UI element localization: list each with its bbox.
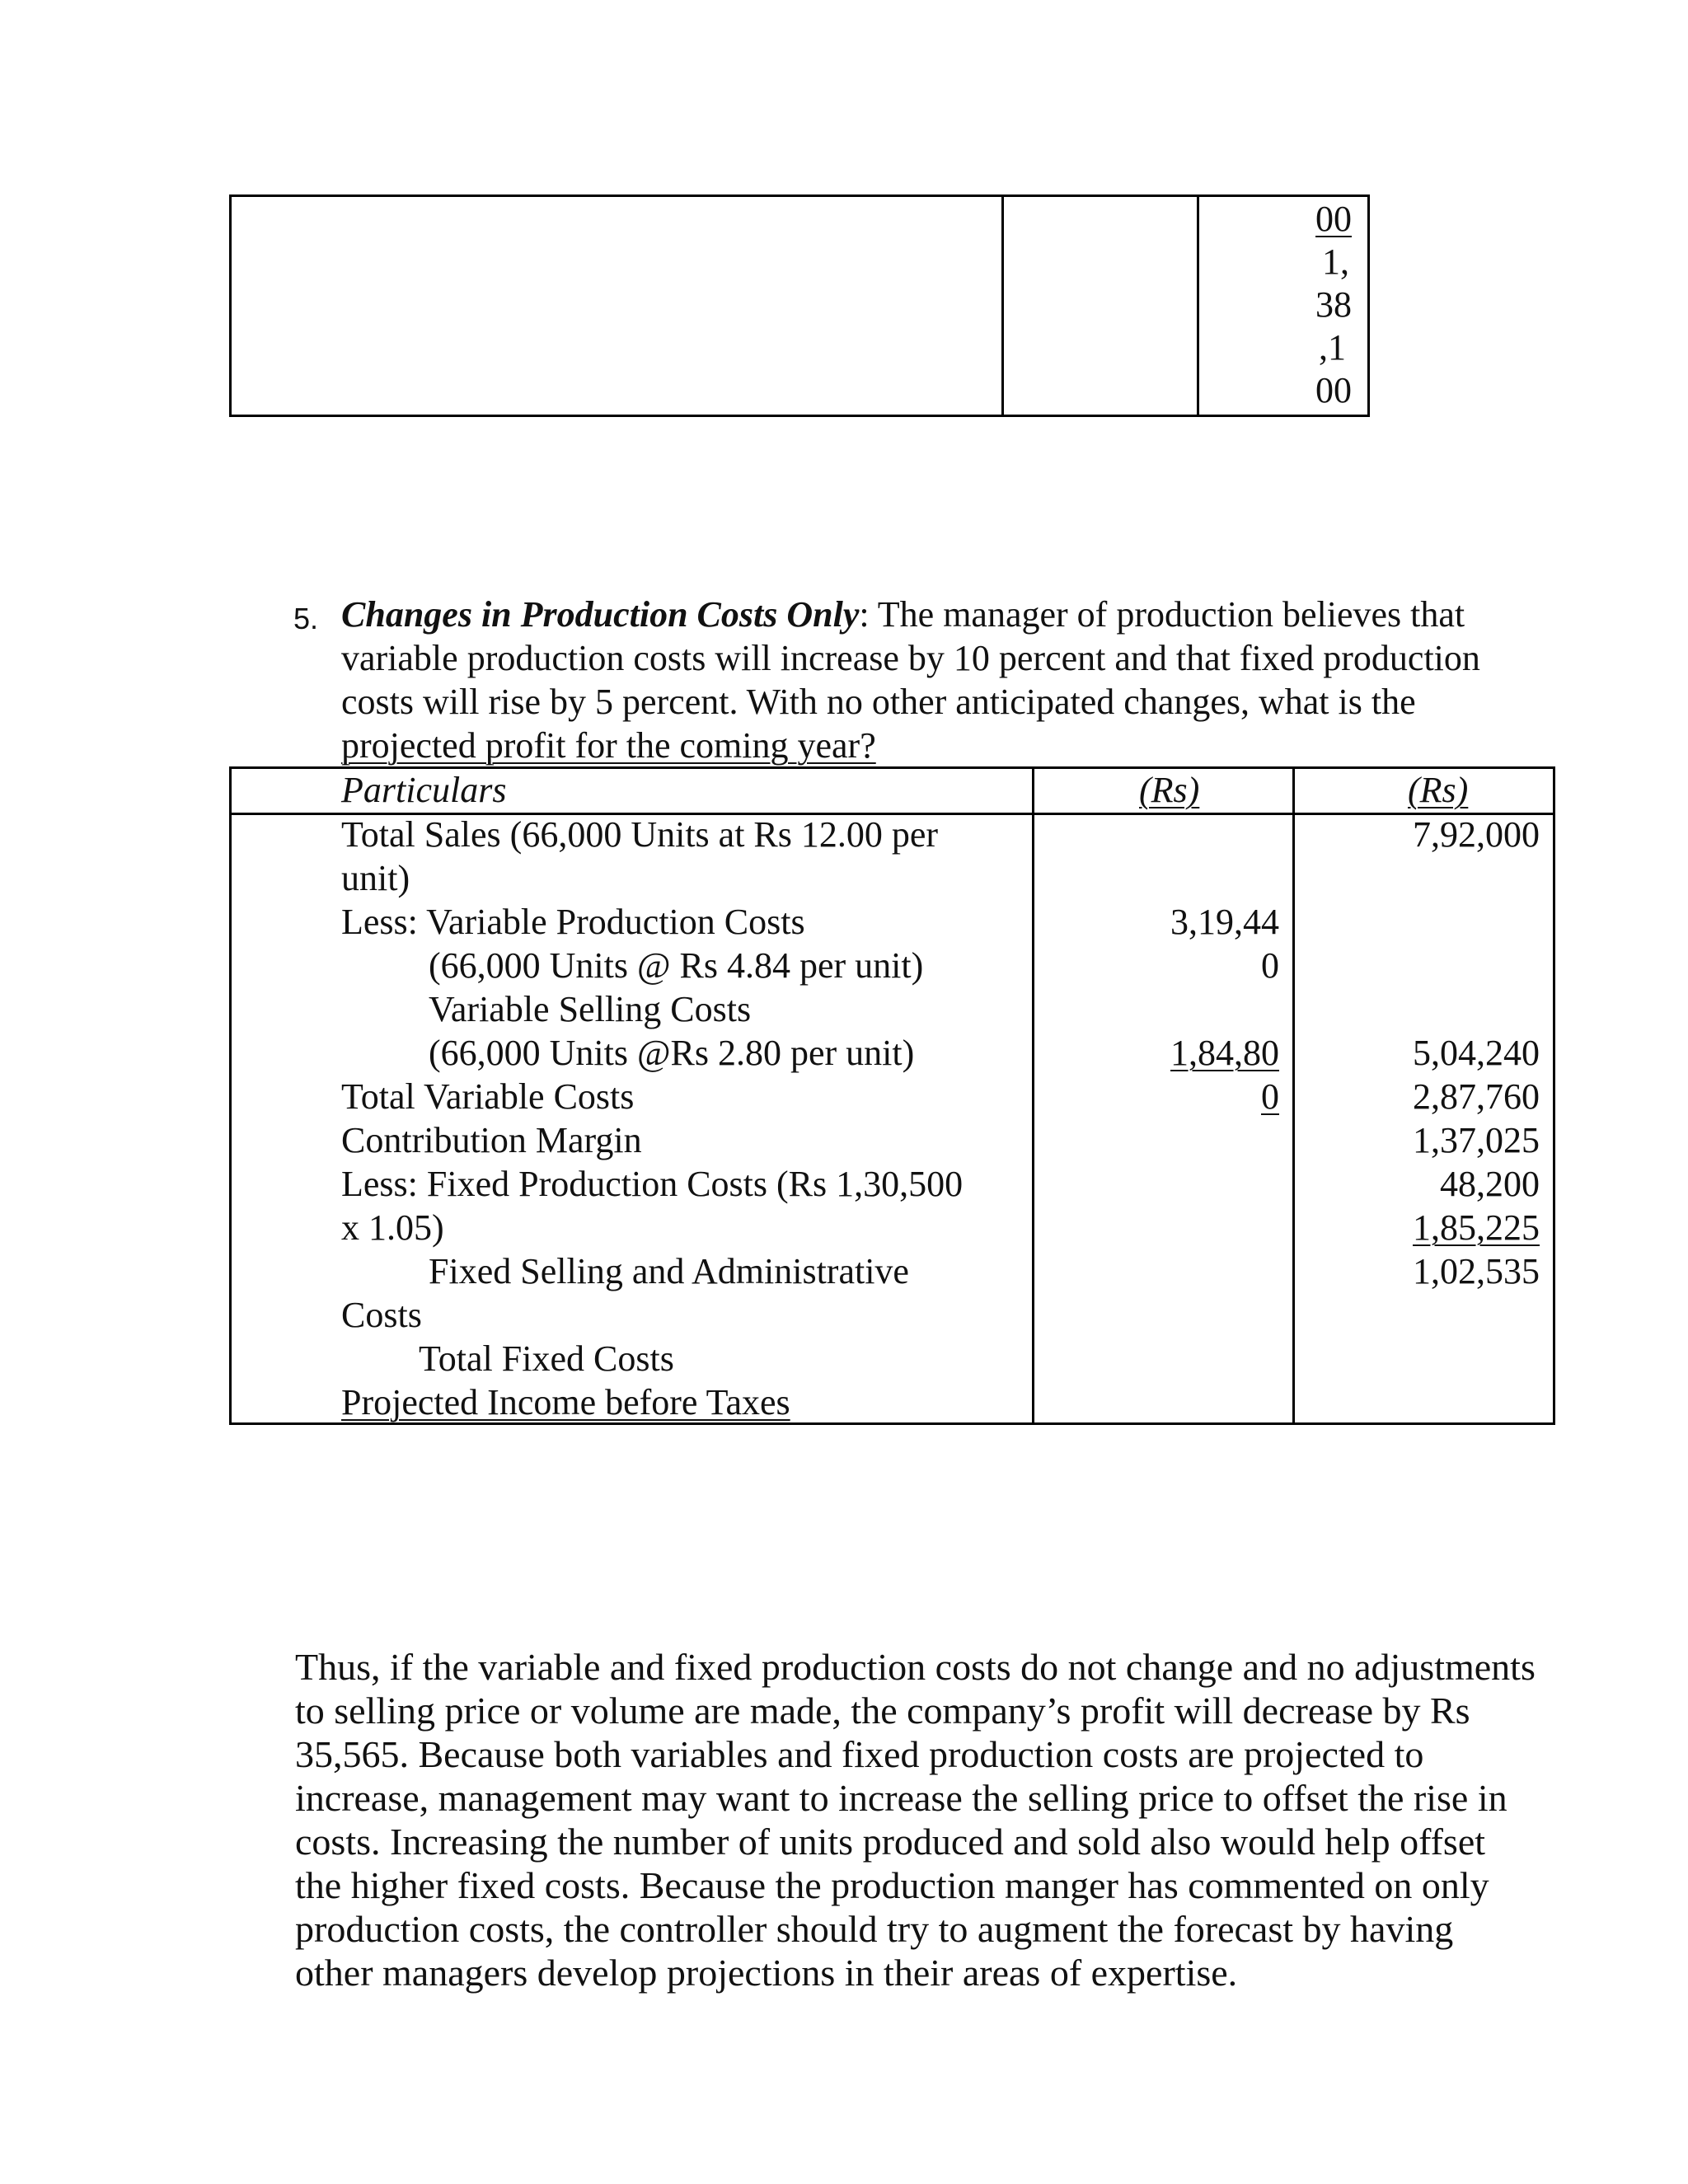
header-col2: (Rs): [1408, 770, 1469, 810]
col2-value: 48,200: [1440, 1164, 1540, 1204]
col1-value: 3,19,44: [1170, 902, 1279, 942]
conclusion-line: Thus, if the variable and fixed production costs do not change and no adjustments: [295, 1646, 1536, 1688]
particulars-line: Total Sales (66,000 Units at Rs 12.00 per: [341, 814, 939, 855]
col2-value: 1,85,225: [1413, 1207, 1540, 1248]
col1-value: 0: [1261, 1076, 1279, 1117]
particulars-line: Less: Fixed Production Costs (Rs 1,30,500: [341, 1164, 964, 1204]
profit-table-divider-2: [1292, 766, 1295, 1425]
section-heading: Changes in Production Costs Only: [341, 594, 860, 635]
top-table-cell-line: 00: [1315, 370, 1352, 410]
top-table-cell-line: ,1: [1319, 327, 1346, 368]
conclusion-line: to selling price or volume are made, the company’s profit will decrease by Rs: [295, 1690, 1470, 1732]
header-particulars: Particulars: [341, 770, 507, 810]
particulars-line: Projected Income before Taxes: [341, 1382, 790, 1422]
particulars-line: Fixed Selling and Administrative: [429, 1251, 909, 1291]
top-table-cell-line: 00: [1315, 199, 1352, 239]
particulars-line: Total Variable Costs: [341, 1076, 635, 1117]
profit-table-divider-1: [1032, 766, 1034, 1425]
col1-value: 1,84,80: [1170, 1033, 1279, 1073]
section-question-line: costs will rise by 5 percent. With no other anticipated changes, what is the: [341, 682, 1416, 722]
top-table-divider-2: [1197, 194, 1199, 417]
top-table-divider-1: [1001, 194, 1004, 417]
col2-value: 2,87,760: [1413, 1076, 1540, 1117]
particulars-line: Less: Variable Production Costs: [341, 902, 805, 942]
particulars-line: Costs: [341, 1295, 422, 1335]
col1-value: 0: [1261, 945, 1279, 986]
section-question-text: : The manager of production believes that: [859, 594, 1465, 635]
section-question-line-1: [341, 593, 1465, 636]
conclusion-line: costs. Increasing the number of units produced and sold also would help offset: [295, 1821, 1486, 1863]
conclusion-line: the higher fixed costs. Because the production manger has commented on only: [295, 1864, 1489, 1906]
conclusion-line: production costs, the controller should try to augment the forecast by having: [295, 1908, 1454, 1950]
section-question-line: projected profit for the coming year?: [341, 725, 876, 766]
section-question-line: variable production costs will increase by 10 percent and that fixed production: [341, 638, 1480, 678]
conclusion-line: 35,565. Because both variables and fixed production costs are projected to: [295, 1733, 1424, 1775]
col2-value: 7,92,000: [1413, 814, 1540, 855]
particulars-line: Total Fixed Costs: [419, 1338, 674, 1379]
header-col1: (Rs): [1139, 770, 1200, 810]
col2-value: 5,04,240: [1413, 1033, 1540, 1073]
col2-value: 1,37,025: [1413, 1120, 1540, 1160]
conclusion-line: increase, management may want to increase the selling price to offset the rise in: [295, 1777, 1507, 1819]
particulars-line: Contribution Margin: [341, 1120, 642, 1160]
col2-value: 1,02,535: [1413, 1251, 1540, 1291]
particulars-line: unit): [341, 858, 410, 898]
section-number: 5.: [293, 602, 319, 635]
particulars-line: (66,000 Units @Rs 2.80 per unit): [429, 1033, 915, 1073]
top-table-cell-line: 38: [1315, 284, 1352, 325]
particulars-line: Variable Selling Costs: [429, 989, 752, 1029]
particulars-line: (66,000 Units @ Rs 4.84 per unit): [429, 945, 924, 986]
top-table-cell-line: 1,: [1322, 241, 1349, 282]
conclusion-line: other managers develop projections in their areas of expertise.: [295, 1952, 1238, 1994]
particulars-line: x 1.05): [341, 1207, 444, 1248]
